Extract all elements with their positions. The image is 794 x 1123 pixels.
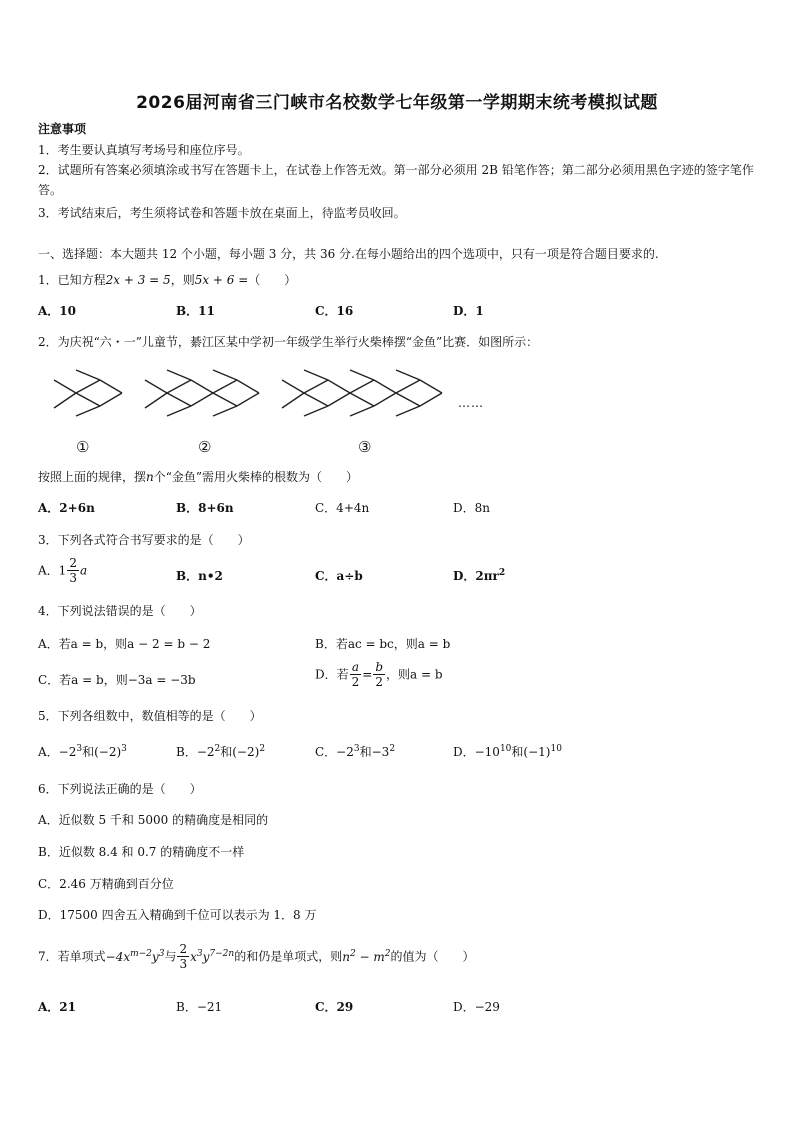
question-2-stem: 2．为庆祝“六・一”儿童节，綦江区某中学初一年级学生举行火柴棒摆“金鱼”比赛．如图所示： — [38, 335, 539, 349]
page-title: 2026届河南省三门峡市名校数学七年级第一学期期末统考模拟试题 — [136, 93, 658, 113]
figure-label-2: ② — [198, 438, 212, 456]
q7-fraction-denominator: 3 — [179, 957, 188, 971]
q4-option-a[interactable]: A．若a = b，则a − 2 = b − 2 — [38, 637, 211, 651]
q7-stem-text-2: 与 — [164, 949, 177, 964]
q7-expression — [342, 950, 390, 964]
q7-expression-m: − m — [355, 949, 385, 964]
q2-ask-text: 按照上面的规律，摆 — [38, 470, 147, 484]
q5-d-base: D．−10 — [453, 745, 500, 759]
q3-option-d-exponent: 2 — [498, 568, 506, 578]
question-4-stem: 4．下列说法错误的是（ ） — [38, 604, 202, 618]
q5-a-base-2: 和(−2) — [82, 745, 122, 759]
q7-option-b[interactable]: B．−21 — [176, 1000, 223, 1014]
q5-option-b[interactable] — [176, 744, 265, 760]
q7-option-d[interactable]: D．−29 — [453, 1000, 500, 1014]
fish-pattern-1 — [54, 370, 122, 416]
q7-option-c[interactable]: C．29 — [315, 1000, 354, 1014]
q7-monomial-1-y: y — [151, 949, 159, 964]
q3-option-a[interactable] — [38, 556, 87, 585]
q3-option-d-text: D．2πr — [453, 569, 499, 583]
q4-option-d[interactable] — [315, 660, 443, 689]
q4-option-d-suffix: ，则a = b — [386, 667, 443, 682]
q7-option-a[interactable]: A．21 — [38, 1000, 77, 1014]
question-7-stem — [38, 942, 474, 971]
q1-option-a[interactable]: A．10 — [38, 304, 77, 318]
q6-option-d[interactable]: D．17500 四舍五入精确到千位可以表示为 1．8 万 — [38, 908, 317, 922]
q4-fraction-left-numerator: a — [350, 660, 362, 675]
notice-item-2: 2．试题所有答案必须填涂或书写在答题卡上，在试卷上作答无效。第一部分必须用 2B 铅笔作答；第二部分必须用黑色字迹的签字笔作答。 — [38, 163, 754, 197]
question-1-stem — [38, 272, 296, 288]
q7-expression-n: n — [342, 949, 350, 964]
q5-a-base: A．−2 — [38, 745, 77, 759]
q4-fraction-right-denominator: 2 — [375, 675, 383, 689]
q2-variable-n: n — [146, 470, 154, 484]
q7-stem-text-3: 的和仍是单项式，则 — [234, 949, 343, 964]
q7-monomial-1-x: −4x — [105, 949, 131, 964]
fish-pattern-2 — [145, 370, 259, 416]
q5-b-base-2: 和(−2) — [220, 745, 260, 759]
q4-fraction-left-denominator: 2 — [351, 675, 360, 689]
notice-item-3: 3．考试结束后，考生须将试卷和答题卡放在桌面上，待监考员收回。 — [38, 206, 406, 220]
q7-monomial-2 — [190, 950, 234, 964]
question-6-stem: 6．下列说法正确的是（ ） — [38, 782, 202, 796]
q1-stem-text: 1．已知方程 — [38, 273, 106, 287]
q7-monomial-2-y: y — [202, 949, 210, 964]
q5-b-exp: 2 — [214, 744, 221, 754]
q5-option-c[interactable] — [315, 744, 395, 760]
q4-fraction-right-numerator: b — [375, 660, 384, 674]
q7-expression-exp-1: 2 — [349, 948, 356, 959]
q5-c-exp: 3 — [353, 744, 360, 754]
q5-c-base-2: 和−3 — [359, 745, 390, 759]
q5-a-exp: 3 — [76, 744, 83, 754]
figure-label-1: ① — [76, 438, 90, 456]
question-3-stem: 3．下列各式符合书写要求的是（ ） — [38, 533, 250, 547]
q7-monomial-2-x: x — [190, 949, 197, 964]
q6-option-b[interactable]: B．近似数 8.4 和 0.7 的精确度不一样 — [38, 845, 245, 859]
q5-c-base: C．−2 — [315, 745, 354, 759]
q5-option-d[interactable] — [453, 744, 562, 760]
q3-option-c[interactable]: C．a÷b — [315, 569, 363, 583]
q6-option-a[interactable]: A．近似数 5 千和 5000 的精确度是相同的 — [38, 813, 269, 827]
figure-label-3: ③ — [358, 438, 372, 456]
q4-option-d-label: D．若 — [315, 667, 349, 682]
q5-d-base-2: 和(−1) — [511, 745, 551, 759]
q7-monomial-1 — [106, 950, 165, 964]
notice-heading: 注意事项 — [38, 122, 87, 136]
q2-option-d[interactable]: D．8n — [453, 501, 490, 515]
q5-d-exp: 10 — [499, 744, 512, 754]
q7-monomial-1-exp-y: 3 — [158, 948, 165, 959]
q1-option-d[interactable]: D．1 — [453, 304, 484, 318]
q4-fraction-left — [350, 660, 362, 689]
matchstick-fish-drawing — [50, 368, 500, 438]
q7-stem-text: 7．若单项式 — [38, 949, 106, 964]
q3-fraction — [67, 556, 79, 585]
q3-option-a-label: A． — [38, 563, 59, 578]
q3-option-d[interactable] — [453, 568, 505, 584]
q4-option-b[interactable]: B．若ac = bc，则a = b — [315, 637, 451, 651]
q2-ask-text-2: 个“金鱼”需用火柴棒的根数为（ ） — [153, 470, 359, 484]
q1-stem-text-2: ，则 — [170, 273, 195, 287]
q5-option-a[interactable] — [38, 744, 127, 760]
q1-option-c[interactable]: C．16 — [315, 304, 354, 318]
q7-monomial-2-exp-y: 7−2n — [209, 948, 235, 959]
q1-option-b[interactable]: B．11 — [176, 304, 215, 318]
q1-expression: 5x + 6 = — [194, 273, 249, 287]
q6-option-c[interactable]: C．2.46 万精确到百分位 — [38, 877, 174, 891]
q7-expression-exp-2: 2 — [384, 948, 391, 959]
q3-fraction-numerator: 2 — [69, 556, 77, 570]
q5-b-base: B．−2 — [176, 745, 215, 759]
notice-item-1: 1．考生要认真填写考场号和座位序号。 — [38, 143, 250, 157]
q4-equals: = — [362, 667, 373, 682]
q3-mixed-whole: 1 — [58, 563, 67, 578]
q4-option-c[interactable]: C．若a = b，则−3a = −3b — [38, 673, 196, 687]
q7-monomial-2-exp-x: 3 — [196, 948, 203, 959]
question-2-ask — [38, 469, 358, 485]
figure-continuation-dots: …… — [458, 396, 484, 410]
q2-option-c[interactable]: C．4+4n — [315, 501, 370, 515]
q7-monomial-1-exp-x: m−2 — [130, 948, 152, 959]
q4-fraction-right — [373, 660, 385, 689]
q7-fraction — [177, 942, 189, 971]
q2-option-a[interactable]: A．2+6n — [38, 501, 95, 515]
matchstick-fish-figure — [50, 368, 500, 460]
q3-fraction-denominator: 3 — [69, 571, 77, 585]
q1-equation: 2x + 3 = 5 — [105, 273, 171, 287]
q7-stem-text-4: 的值为（ ） — [390, 949, 475, 964]
q3-option-b[interactable]: B．n•2 — [176, 569, 223, 583]
q2-option-b[interactable]: B．8+6n — [176, 501, 234, 515]
q5-b-exp-2: 2 — [259, 744, 266, 754]
q7-fraction-numerator: 2 — [179, 942, 188, 956]
q3-variable-a: a — [79, 563, 88, 578]
section-heading: 一、选择题：本大题共 12 个小题，每小题 3 分，共 36 分.在每小题给出的四个选项中，只有一项是符合题目要求的. — [38, 247, 659, 261]
q1-stem-text-3: （ ） — [248, 273, 297, 287]
q5-c-exp-2: 2 — [389, 744, 396, 754]
question-5-stem: 5．下列各组数中，数值相等的是（ ） — [38, 709, 262, 723]
q5-d-exp-2: 10 — [550, 744, 562, 754]
fish-pattern-3 — [282, 370, 442, 416]
q5-a-exp-2: 3 — [121, 744, 127, 754]
